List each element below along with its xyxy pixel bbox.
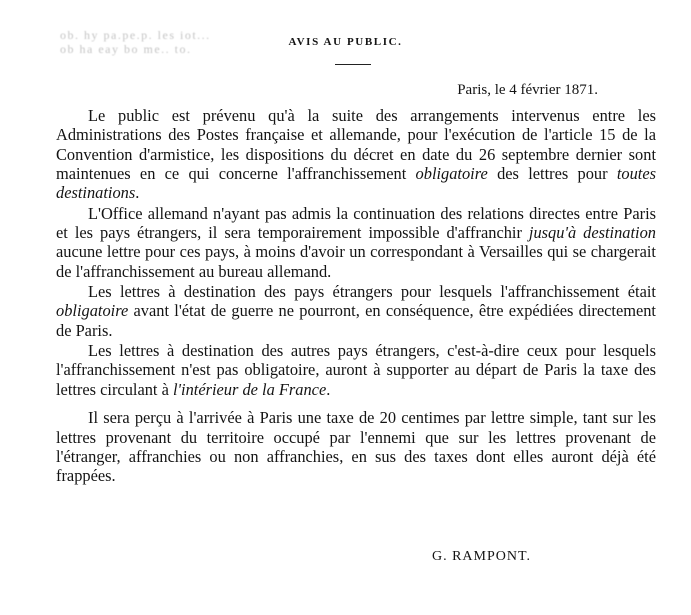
bleed-through-line: ob. hy pa.pe.p. les iot... (60, 28, 211, 42)
paragraph-text: des lettres pour (487, 164, 617, 184)
notice-body (56, 106, 656, 486)
paragraph-office-allemand (56, 204, 656, 281)
italic-phrase: toutes destinations (56, 164, 656, 203)
paragraph-text: Le public est prévenu qu'à la suite des arrangements intervenus entre les Administrations des Postes française et allemande, pour l'exécution de l'article 15 de la Convention d'armistice, les dispositions du décret en date du 26 septembre dernier sont maintenues en ce qui concerne l'affranchissement (56, 106, 656, 184)
paragraph-text: . (326, 379, 331, 399)
bleed-through-line: ob ha eay bo me.. to. (60, 42, 192, 56)
paragraph-text: . (135, 183, 140, 203)
paragraph-armistice (56, 106, 656, 203)
italic-phrase: obligatoire (56, 301, 129, 321)
paragraph-text: aucune lettre pour ces pays, à moins d'avoir un correspondant à Versailles qui se chargerait de l'affranchissement au bureau allemand. (56, 242, 656, 281)
paragraph-text: Les lettres à destination des autres pays étrangers, c'est-à-dire ceux pour lesquels l'affranchissement n'est pas obligatoire, auront à supporter au départ de Paris la taxe des lettres circulant à (56, 341, 656, 399)
paragraph-text: Les lettres à destination des pays étrangers pour lesquels l'affranchissement était (88, 282, 656, 302)
italic-phrase: l'intérieur de la France (172, 379, 327, 399)
paragraph-text: L'Office allemand n'ayant pas admis la continuation des relations directes entre Paris et les pays étrangers, il sera temporairement impossible d'affranchir (56, 203, 656, 243)
signature: G. RAMPONT. (431, 549, 531, 564)
paragraph-text: avant l'état de guerre ne pourront, en conséquence, être expédiées directement de Paris. (56, 301, 656, 340)
italic-phrase: jusqu'à destination (528, 223, 656, 243)
title-rule (335, 64, 371, 65)
paragraph-autres-pays (56, 341, 656, 399)
notice-title: AVIS AU PUBLIC. (288, 36, 403, 48)
paragraph-lettres-obligatoire (56, 282, 656, 340)
paragraph-text: Il sera perçu à l'arrivée à Paris une taxe de 20 centimes par lettre simple, tant sur les lettres provenant du territoire occupé par l'ennemi que sur les lettres provenant de l'étranger, affranchies ou non affranchies, en sus des taxes dont elles auront déjà été frappées. (56, 408, 656, 486)
paragraph-taxe (56, 408, 656, 485)
dateline: Paris, le 4 février 1871. (457, 82, 598, 98)
italic-phrase: obligatoire (415, 164, 488, 184)
